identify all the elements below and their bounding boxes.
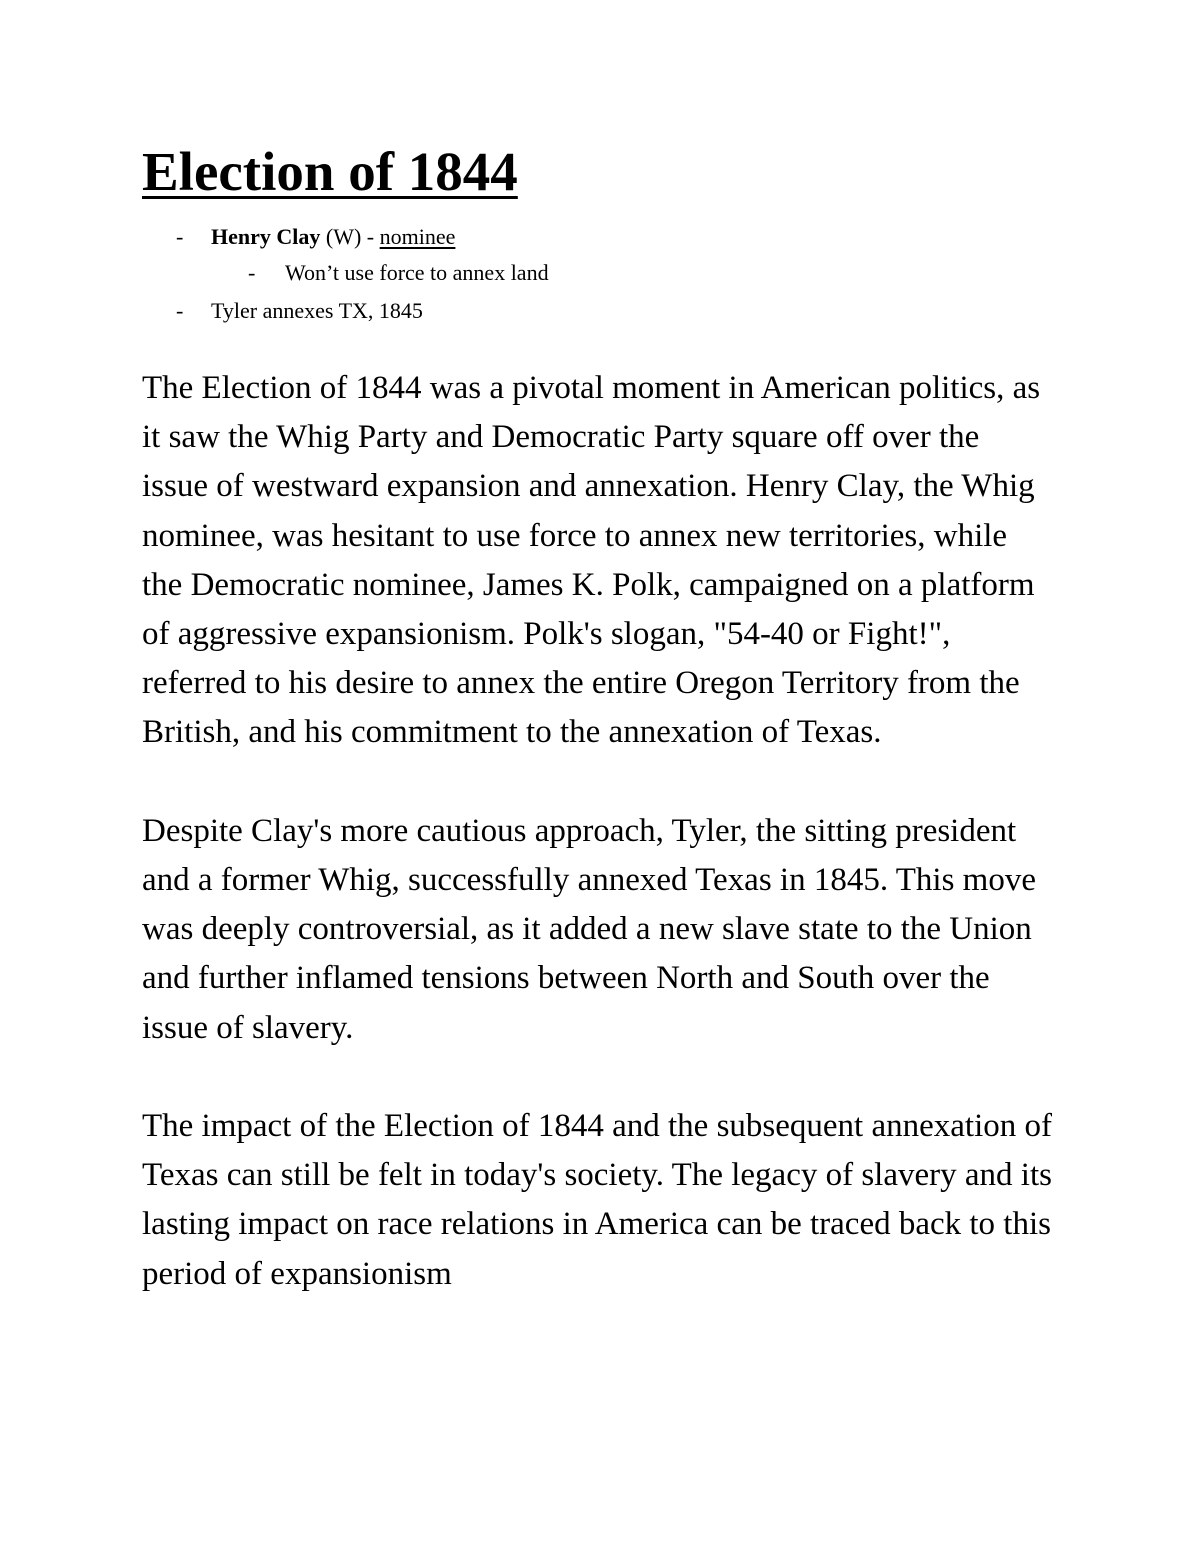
bullet-item-tyler: Tyler annexes TX, 1845 <box>211 298 423 323</box>
bullet-role: nominee <box>379 224 456 249</box>
bullet-marker: - <box>176 298 184 323</box>
bullet-item-henry-clay <box>211 226 455 248</box>
bullet-marker: - <box>248 260 256 285</box>
paragraph: The Election of 1844 was a pivotal moment in American politics, as it saw the Whig Party and Democratic Party square off over the issue of westward expansion and annexation. Henry Clay, the Whig nominee, was hesitant to use force to annex new territories, while the Democratic nominee, James K. Polk, campaigned on a platform of aggressive expansionism. Polk's slogan, "54-40 or Fight!", referred to his desire to annex the entire Oregon Territory from the British, and his commitment to the annexation of Texas. <box>142 370 1041 751</box>
paragraph: Despite Clay's more cautious approach, Tyler, the sitting president and a former Whig, successfully annexed Texas in 1845. This move was deeply controversial, as it added a new slave state to the Union and further inflamed tensions between North and South over the issue of slavery. <box>142 812 1036 1046</box>
body-text <box>142 364 1052 1348</box>
bullet-marker: - <box>176 224 184 249</box>
bullet-party: (W) - <box>320 224 380 249</box>
paragraph: The impact of the Election of 1844 and the subsequent annexation of Texas can still be felt in today's society. The legacy of slavery and its lasting impact on race relations in America can be traced back to this period of expansionism <box>142 1108 1052 1292</box>
bullet-item-force: Won’t use force to annex land <box>285 260 549 285</box>
bullet-name: Henry Clay <box>211 224 321 249</box>
document-title: Election of 1844 <box>142 141 518 202</box>
